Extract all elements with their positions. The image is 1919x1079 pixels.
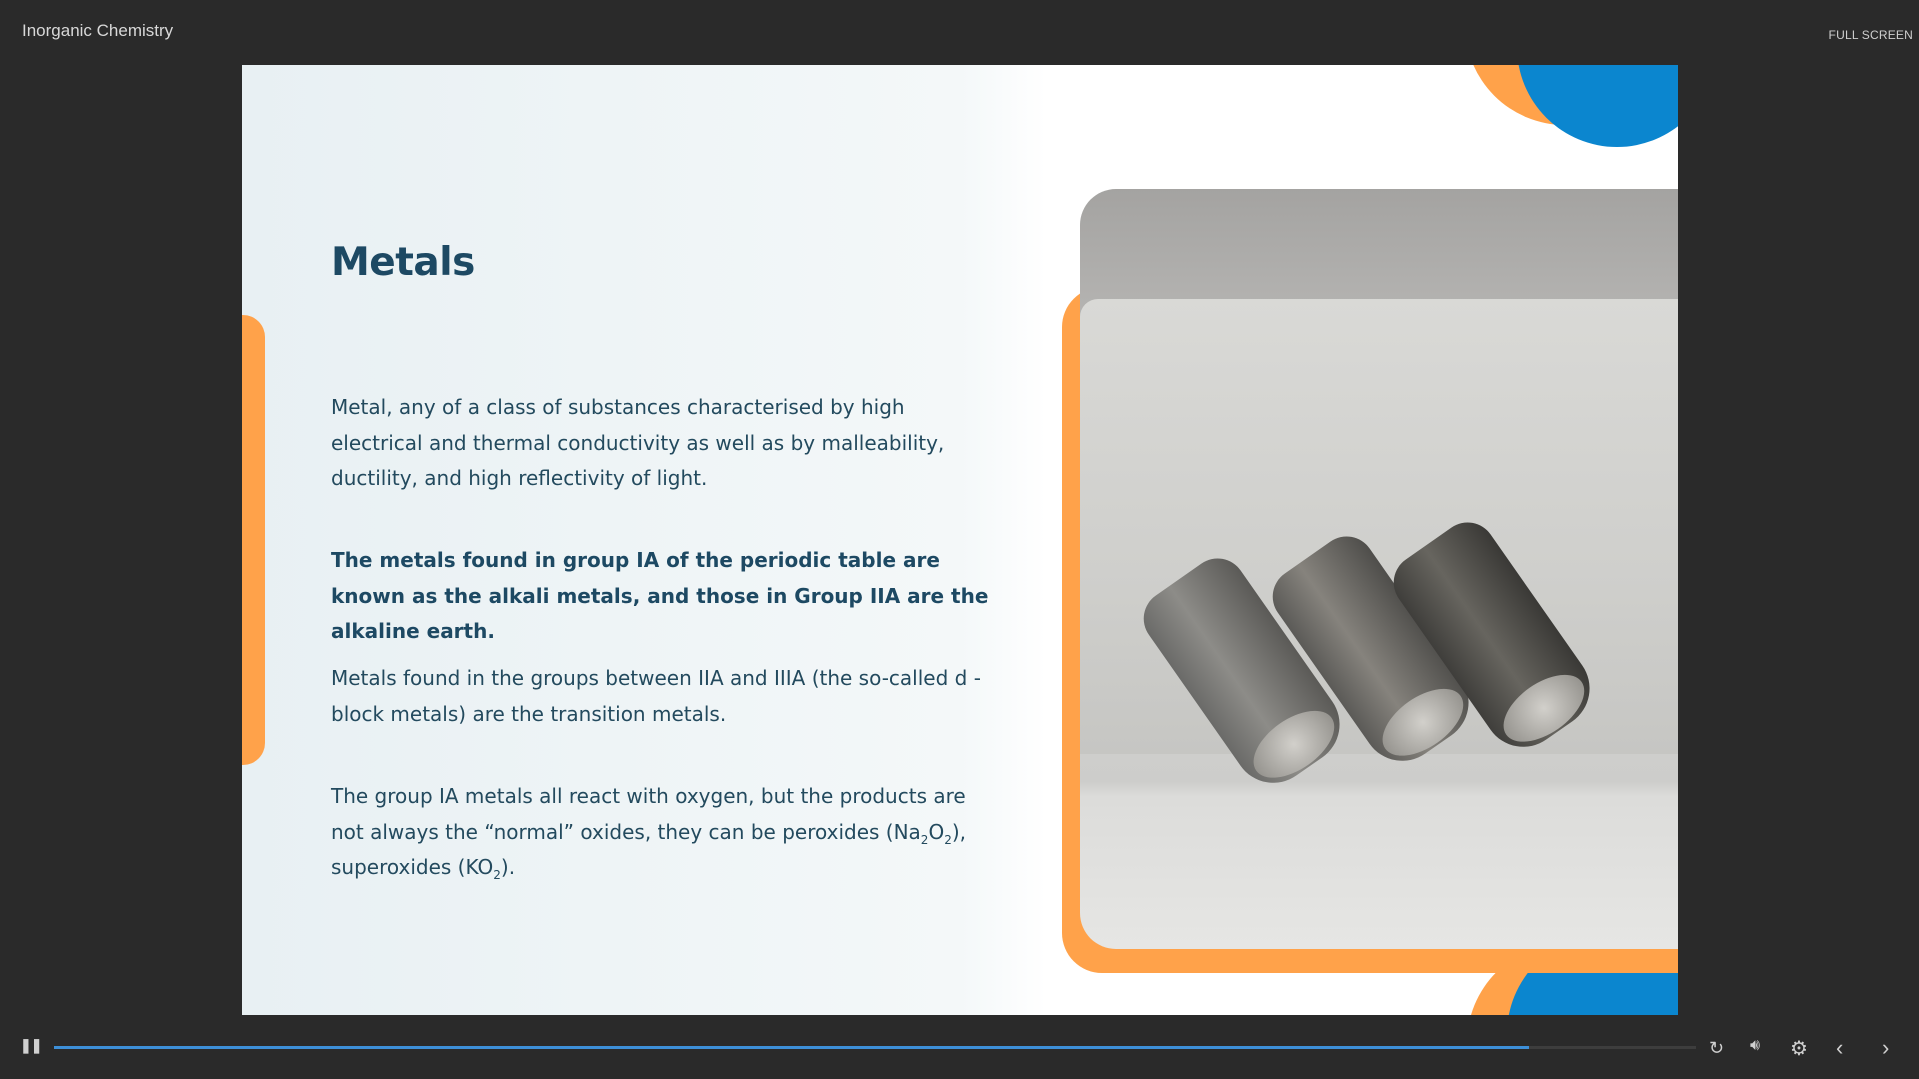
metal-bar-end xyxy=(1242,697,1346,791)
paragraph-transition: Metals found in the groups between IIA and IIIA (the so-called d - block metals) are the transition metals. xyxy=(331,666,981,726)
slide-content xyxy=(331,240,991,882)
chevron-right-icon[interactable]: › xyxy=(1882,1035,1890,1060)
oxides-text-c: ), superoxides (KO xyxy=(331,819,966,879)
replay-icon[interactable]: ↻ xyxy=(1709,1038,1725,1058)
metal-bar-end xyxy=(1371,675,1475,769)
paragraph-oxides xyxy=(331,779,991,886)
player-controls xyxy=(0,1030,1919,1070)
decor-circle-blue-top xyxy=(1517,65,1678,147)
slide-title: Metals xyxy=(331,240,475,285)
slide xyxy=(242,65,1678,1015)
subscript: 2 xyxy=(944,832,952,847)
pause-icon[interactable]: ❚❚ xyxy=(20,1037,42,1053)
volume-icon[interactable]: 🔊︎ xyxy=(1750,1037,1761,1054)
chevron-left-icon[interactable]: ‹ xyxy=(1836,1035,1844,1060)
left-accent-bar xyxy=(242,315,265,765)
oxides-text-d: ). xyxy=(500,855,516,879)
progress-bar[interactable] xyxy=(54,1046,1696,1049)
subscript: 2 xyxy=(920,832,929,847)
gear-icon[interactable]: ⚙ xyxy=(1790,1038,1808,1060)
paragraph-alkali: The metals found in group IA of the periodic table are known as the alkali metals, and those in Group IIA are the alkaline earth. xyxy=(331,548,989,643)
course-title: Inorganic Chemistry xyxy=(22,21,174,40)
progress-fill xyxy=(54,1046,1529,1049)
oxides-text-b: O xyxy=(928,819,945,844)
fullscreen-button[interactable]: FULL SCREEN xyxy=(1828,28,1913,42)
metal-bars-photo xyxy=(1080,189,1678,949)
oxides-text-a: The group IA metals all react with oxygen, but the products are not always the “normal” oxides, they can be peroxides (Na xyxy=(331,784,966,844)
subscript: 2 xyxy=(493,868,501,882)
paragraph-definition: Metal, any of a class of substances characterised by high electrical and thermal conductivity as well as by malleability, ductility, and high reflectivity of light. xyxy=(331,395,945,490)
